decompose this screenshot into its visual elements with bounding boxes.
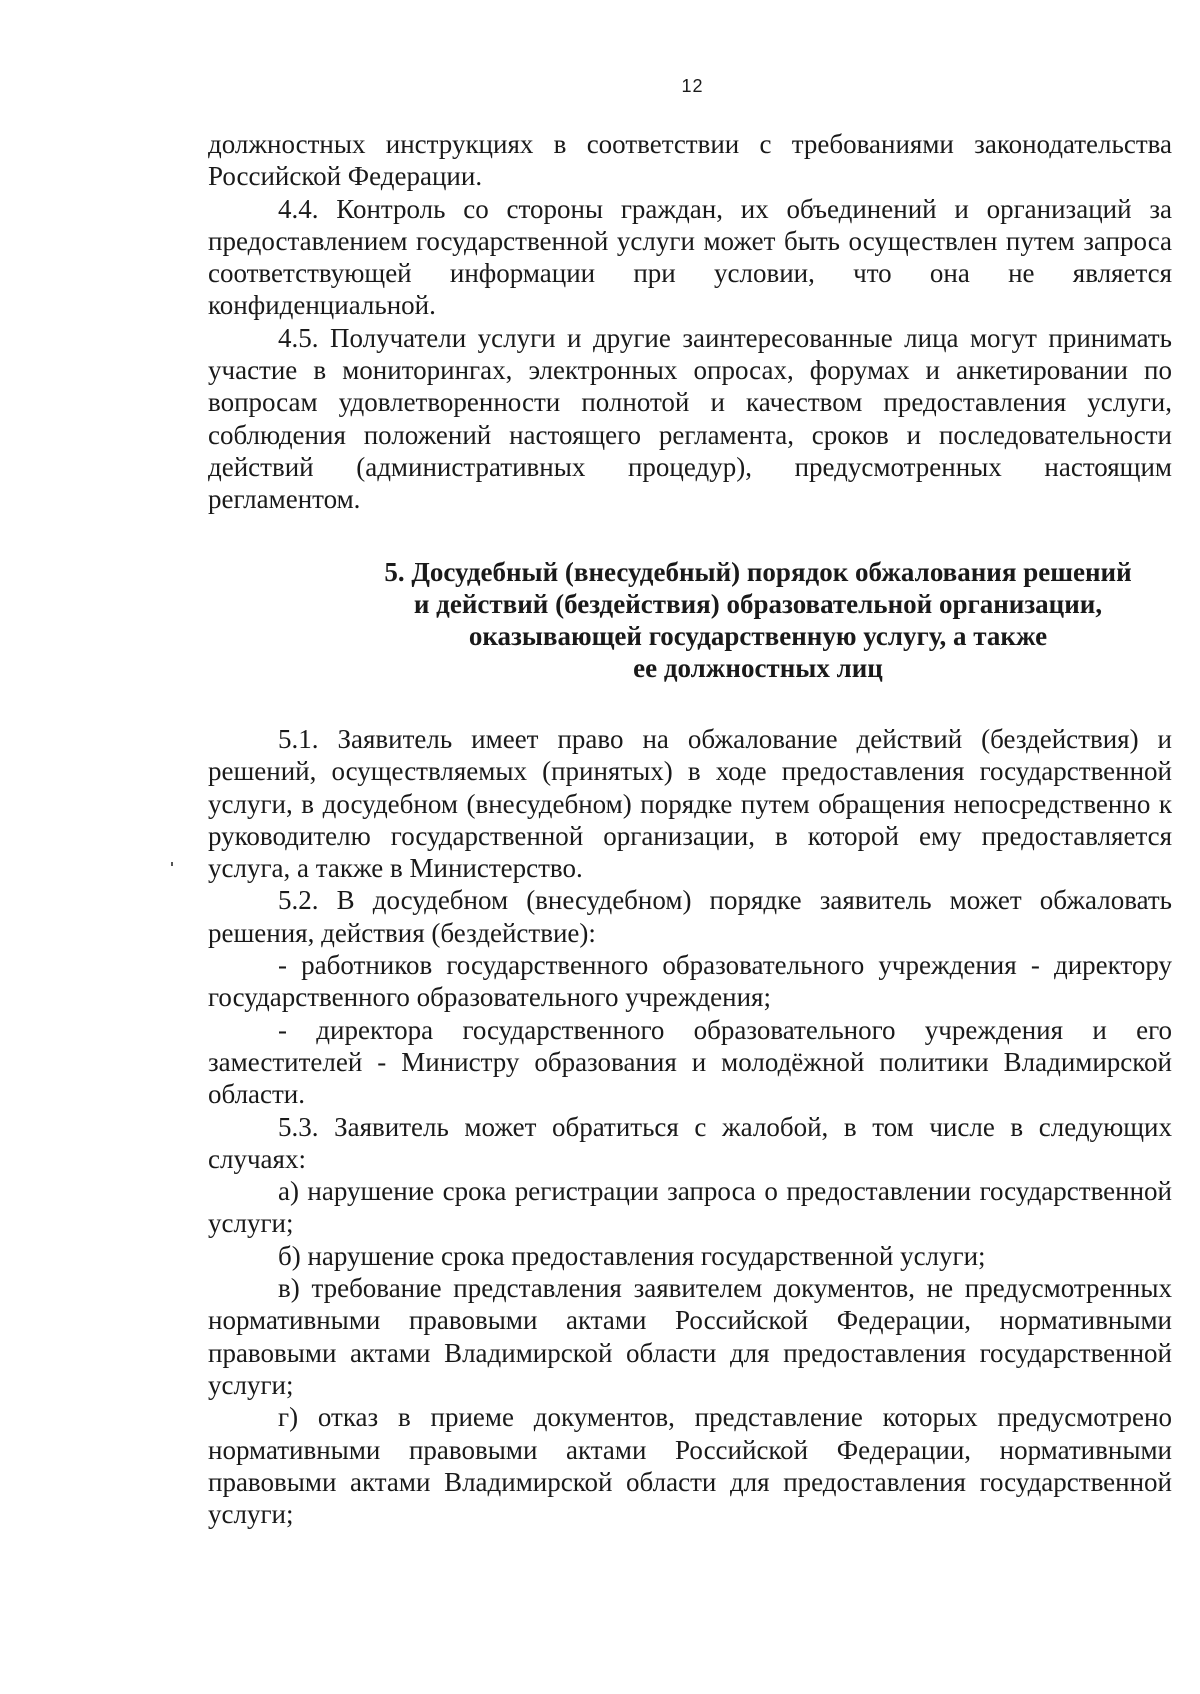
list-item-b: б) нарушение срока предоставления государственной услуги; xyxy=(278,1240,986,1271)
section-heading-line: оказывающей государственную услугу, а также xyxy=(468,621,1048,651)
paragraph-4-4: 4.4. Контроль со стороны граждан, их объединений и организаций за предоставлением государственной услуги может быть осуществлен путем запроса соответствующей информации при условии, что она не является конфиденциальной. xyxy=(208,193,1172,321)
document-body-section-5 xyxy=(208,723,1172,1530)
list-item-g: г) отказ в приеме документов, представление которых предусмотрено нормативными правовыми актами Российской Федерации, нормативными правовыми актами Владимирской области для предоставления государственной услуги; xyxy=(208,1402,1172,1530)
section-heading-line: и действий (бездействия) образовательной организации, xyxy=(413,589,1103,619)
paragraph-5-3: 5.3. Заявитель может обратиться с жалобой, в том числе в следующих случаях: xyxy=(208,1111,1172,1174)
list-item-workers: - работников государственного образовательного учреждения - директору государственного образовательного учреждения; xyxy=(208,950,1172,1013)
list-item-a: а) нарушение срока регистрации запроса о предоставлении государственной услуги; xyxy=(208,1176,1172,1239)
list-item-director: - директора государственного образовательного учреждения и его заместителей - Министру образования и молодёжной политики Владимирской области. xyxy=(208,1014,1172,1110)
section-heading-line: 5. Досудебный (внесудебный) порядок обжалования решений xyxy=(384,557,1132,587)
paragraph-5-1: 5.1. Заявитель имеет право на обжалование действий (бездействия) и решений, осуществляемых (принятых) в ходе предоставления государственной услуги, в досудебном (внесудебном) порядке путем обращения непосредственно к руководителю государственной организации, в которой ему предоставляется услуга, а также в Министерство. xyxy=(208,724,1172,884)
paragraph-4-5: 4.5. Получатели услуги и другие заинтересованные лица могут принимать участие в мониторингах, электронных опросах, форумах и анкетировании по вопросам удовлетворенности полнотой и качеством предоставления услуги, соблюдения положений настоящего регламента, сроков и последовательности действий (административных процедур), предусмотренных настоящим регламентом. xyxy=(208,322,1172,515)
margin-mark xyxy=(171,862,173,866)
document-body-top xyxy=(208,128,1172,516)
paragraph-continuation: должностных инструкциях в соответствии с требованиями законодательства Российской Федерации. xyxy=(208,129,1172,192)
paragraph-5-2: 5.2. В досудебном (внесудебном) порядке заявитель может обжаловать решения, действия (бездействие): xyxy=(208,885,1172,948)
list-item-v: в) требование представления заявителем документов, не предусмотренных нормативными правовыми актами Российской Федерации, нормативными правовыми актами Владимирской области для предоставления государственной услуги; xyxy=(208,1273,1172,1400)
page-number: 12 xyxy=(681,76,704,96)
section-heading xyxy=(208,556,1172,684)
section-heading-line: ее должностных лиц xyxy=(633,653,883,683)
